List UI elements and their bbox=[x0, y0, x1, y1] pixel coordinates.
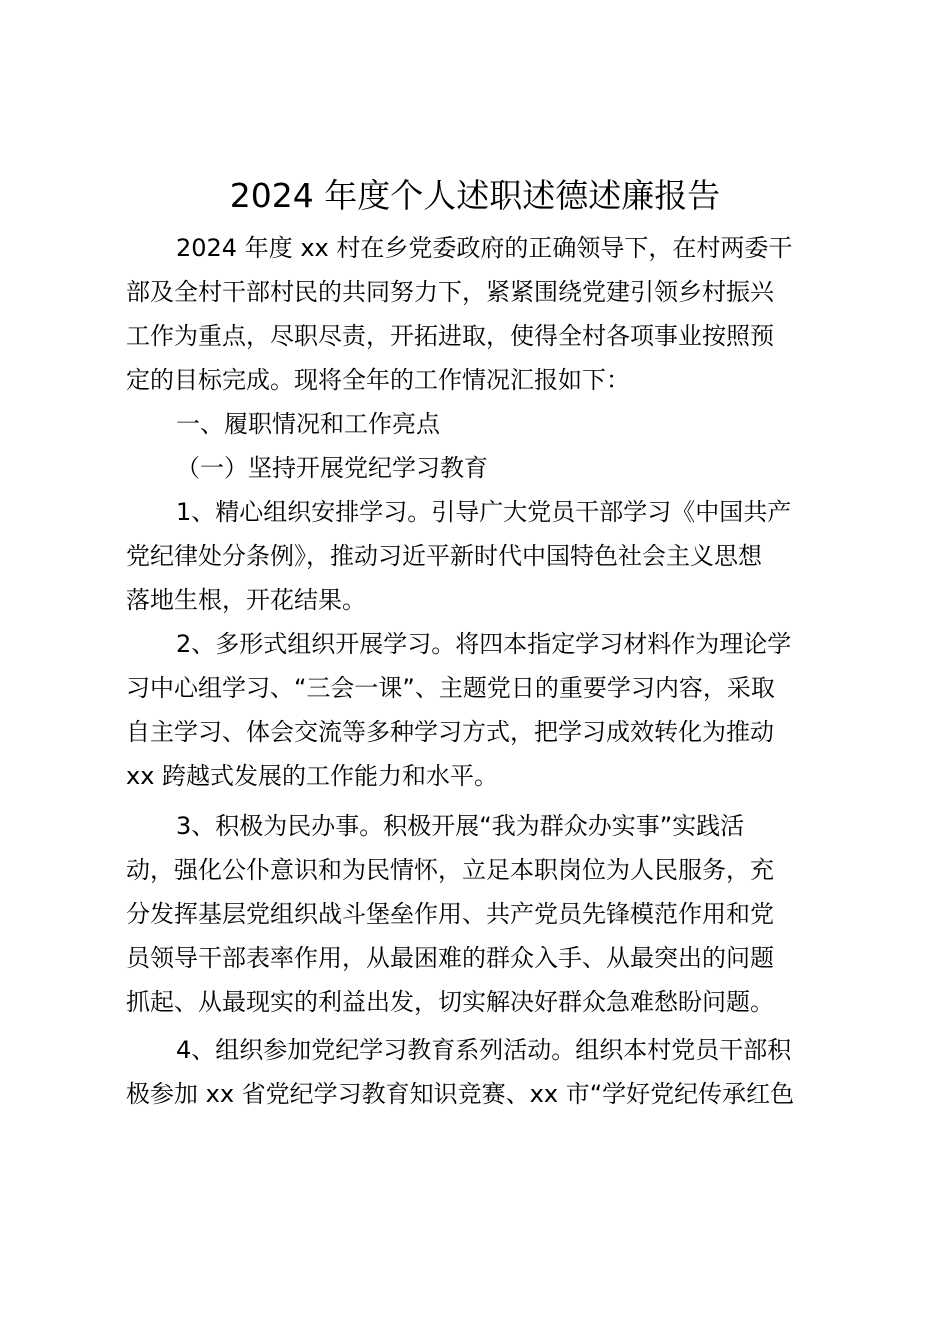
paragraph-line: 工作为重点，尽职尽责，开拓进取，使得全村各项事业按照预 bbox=[126, 322, 774, 350]
paragraph-line: 定的目标完成。现将全年的工作情况汇报如下： bbox=[126, 366, 630, 394]
paragraph-line: 1、精心组织安排学习。引导广大党员干部学习《中国共产 bbox=[176, 498, 792, 526]
paragraph-line: 4、组织参加党纪学习教育系列活动。组织本村党员干部积 bbox=[176, 1036, 792, 1064]
document-title: 2024 年度个人述职述德述廉报告 bbox=[229, 176, 721, 215]
paragraph-line: 极参加 xx 省党纪学习教育知识竞赛、xx 市“学好党纪传承红色 bbox=[126, 1080, 795, 1108]
paragraph-line: 分发挥基层党组织战斗堡垒作用、共产党员先锋模范作用和党 bbox=[126, 900, 774, 928]
paragraph-line: 2024 年度 xx 村在乡党委政府的正确领导下，在村两委干 bbox=[176, 234, 793, 262]
paragraph-line: 党纪律处分条例》，推动习近平新时代中国特色社会主义思想 bbox=[126, 542, 762, 570]
paragraph-line: 3、积极为民办事。积极开展“我为群众办实事”实践活 bbox=[176, 812, 745, 840]
paragraph-line: 习中心组学习、“三会一课”、主题党日的重要学习内容，采取 bbox=[126, 674, 775, 702]
paragraph-line: xx 跨越式发展的工作能力和水平。 bbox=[126, 762, 499, 790]
paragraph-line: 2、多形式组织开展学习。将四本指定学习材料作为理论学 bbox=[176, 630, 792, 658]
subsection-heading: （一）坚持开展党纪学习教育 bbox=[176, 454, 488, 482]
paragraph-line: 部及全村干部村民的共同努力下，紧紧围绕党建引领乡村振兴 bbox=[126, 278, 774, 306]
paragraph-line: 抓起、从最现实的利益出发，切实解决好群众急难愁盼问题。 bbox=[126, 988, 774, 1016]
section-heading: 一、履职情况和工作亮点 bbox=[176, 410, 440, 438]
paragraph-line: 动，强化公仆意识和为民情怀，立足本职岗位为人民服务，充 bbox=[126, 856, 774, 884]
paragraph-line: 自主学习、体会交流等多种学习方式，把学习成效转化为推动 bbox=[126, 718, 774, 746]
paragraph-line: 员领导干部表率作用，从最困难的群众入手、从最突出的问题 bbox=[126, 944, 774, 972]
paragraph-line: 落地生根，开花结果。 bbox=[126, 586, 366, 614]
